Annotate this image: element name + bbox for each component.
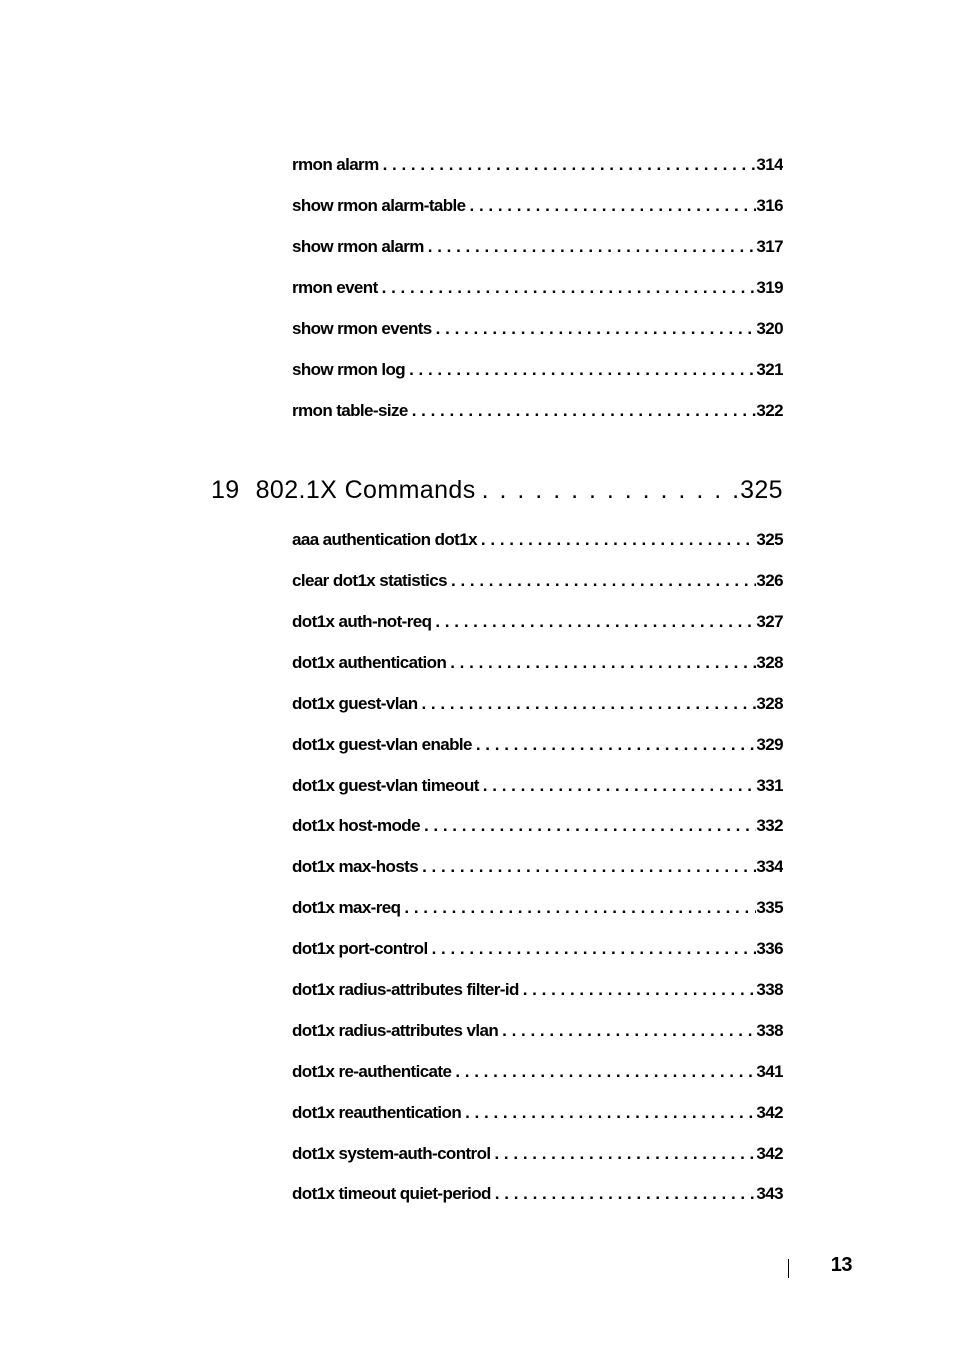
toc-entry-page: 342 (756, 1103, 783, 1122)
dot-leader (446, 653, 756, 673)
dot-leader (431, 612, 756, 632)
toc-entry-page: 342 (756, 1144, 783, 1163)
toc-entry-dot1x-reauthentication[interactable] (292, 1103, 783, 1127)
dot-leader (379, 155, 757, 175)
toc-entry-page: 317 (756, 237, 783, 256)
toc-entry-page: 338 (756, 980, 783, 999)
toc-entry-page: 327 (756, 612, 783, 631)
toc-entry-dot1x-authentication[interactable] (292, 653, 783, 677)
toc-entry-label: dot1x reauthentication (292, 1103, 462, 1122)
toc-entry-page: 343 (756, 1184, 783, 1203)
dot-leader (428, 939, 757, 959)
dot-leader (417, 694, 756, 714)
dot-leader (477, 530, 757, 550)
toc-entry-dot1x-system-auth-control[interactable] (292, 1144, 783, 1168)
toc-entry-dot1x-radius-attributes-filter-id[interactable] (292, 980, 783, 1004)
dot-leader (405, 360, 756, 380)
toc-entry-page: 336 (756, 939, 783, 958)
toc-entry-rmon-table-size[interactable] (292, 401, 783, 425)
chapter-title: 802.1X Commands (255, 476, 476, 504)
dot-leader (420, 816, 756, 836)
dot-leader (408, 401, 757, 421)
toc-entry-label: show rmon events (292, 319, 432, 338)
footer-divider (788, 1259, 789, 1278)
dot-leader (378, 278, 757, 298)
toc-entry-dot1x-guest-vlan-enable[interactable] (292, 735, 783, 759)
toc-entry-show-rmon-alarm[interactable] (292, 237, 783, 261)
toc-entry-label: dot1x authentication (292, 653, 447, 672)
toc-entry-label: rmon alarm (292, 155, 379, 174)
toc-entry-clear-dot1x-statistics[interactable] (292, 571, 783, 595)
toc-entry-page: 320 (756, 319, 783, 338)
toc-entry-show-rmon-alarm-table[interactable] (292, 196, 783, 220)
dot-leader (451, 1062, 756, 1082)
dot-leader (490, 1144, 756, 1164)
dot-leader (491, 1184, 757, 1204)
toc-entry-label: rmon event (292, 278, 378, 297)
toc-entry-dot1x-host-mode[interactable] (292, 816, 783, 840)
toc-entry-dot1x-re-authenticate[interactable] (292, 1062, 783, 1086)
toc-entry-page: 328 (756, 653, 783, 672)
toc-entry-page: 334 (756, 857, 783, 876)
toc-entry-label: show rmon log (292, 360, 406, 379)
dot-leader (461, 1103, 756, 1123)
toc-entry-label: show rmon alarm-table (292, 196, 466, 215)
toc-entry-dot1x-guest-vlan-timeout[interactable] (292, 776, 783, 800)
toc-entry-dot1x-max-req[interactable] (292, 898, 783, 922)
toc-entry-label: dot1x guest-vlan enable (292, 735, 472, 754)
dot-leader (400, 898, 756, 918)
toc-entry-dot1x-radius-attributes-vlan[interactable] (292, 1021, 783, 1045)
toc-entry-label: dot1x auth-not-req (292, 612, 432, 631)
toc-entry-rmon-event[interactable] (292, 278, 783, 302)
toc-entry-rmon-alarm[interactable] (292, 155, 783, 179)
toc-entry-label: dot1x guest-vlan timeout (292, 776, 479, 795)
toc-entry-dot1x-auth-not-req[interactable] (292, 612, 783, 636)
toc-entry-dot1x-port-control[interactable] (292, 939, 783, 963)
toc-entry-label: dot1x radius-attributes vlan (292, 1021, 499, 1040)
toc-entry-page: 319 (756, 278, 783, 297)
toc-entry-page: 321 (756, 360, 783, 379)
toc-entry-label: dot1x host-mode (292, 816, 420, 835)
toc-entry-page: 341 (756, 1062, 783, 1081)
dot-leader (424, 237, 757, 257)
dot-leader (479, 776, 757, 796)
toc-entry-label: dot1x guest-vlan (292, 694, 418, 713)
toc-entry-label: show rmon alarm (292, 237, 424, 256)
toc-entry-page: 325 (756, 530, 783, 549)
chapter-page: 325 (740, 476, 783, 504)
dot-leader (519, 980, 757, 1000)
chapter-number: 19 (211, 476, 240, 504)
toc-entry-show-rmon-events[interactable] (292, 319, 783, 343)
dot-leader (476, 476, 740, 505)
toc-entry-label: dot1x system-auth-control (292, 1144, 491, 1163)
toc-entry-label: dot1x re-authenticate (292, 1062, 452, 1081)
toc-entry-page: 332 (756, 816, 783, 835)
toc-entry-page: 328 (756, 694, 783, 713)
dot-leader (498, 1021, 756, 1041)
toc-entry-dot1x-timeout-quiet-period[interactable] (292, 1184, 783, 1208)
toc-entry-label: rmon table-size (292, 401, 408, 420)
toc-entry-page: 338 (756, 1021, 783, 1040)
toc-entry-page: 322 (756, 401, 783, 420)
toc-entry-page: 326 (756, 571, 783, 590)
dot-leader (466, 196, 757, 216)
toc-entry-label: dot1x timeout quiet-period (292, 1184, 491, 1203)
toc-chapter-heading[interactable] (211, 476, 783, 510)
dot-leader (432, 319, 757, 339)
toc-entry-page: 329 (756, 735, 783, 754)
page-number: 13 (830, 1254, 852, 1276)
dot-leader (418, 857, 756, 877)
toc-entry-label: dot1x radius-attributes filter-id (292, 980, 519, 999)
dot-leader (447, 571, 756, 591)
dot-leader (472, 735, 757, 755)
toc-entry-label: dot1x max-req (292, 898, 401, 917)
toc-entry-aaa-authentication-dot1x[interactable] (292, 530, 783, 554)
toc-entry-show-rmon-log[interactable] (292, 360, 783, 384)
toc-entry-dot1x-guest-vlan[interactable] (292, 694, 783, 718)
toc-entry-page: 314 (756, 155, 783, 174)
toc-entry-label: aaa authentication dot1x (292, 530, 477, 549)
toc-entry-label: dot1x max-hosts (292, 857, 419, 876)
toc-entry-dot1x-max-hosts[interactable] (292, 857, 783, 881)
toc-entry-label: clear dot1x statistics (292, 571, 447, 590)
toc-entry-page: 316 (756, 196, 783, 215)
toc-entry-page: 331 (756, 776, 783, 795)
toc-entry-page: 335 (756, 898, 783, 917)
toc-entry-label: dot1x port-control (292, 939, 428, 958)
